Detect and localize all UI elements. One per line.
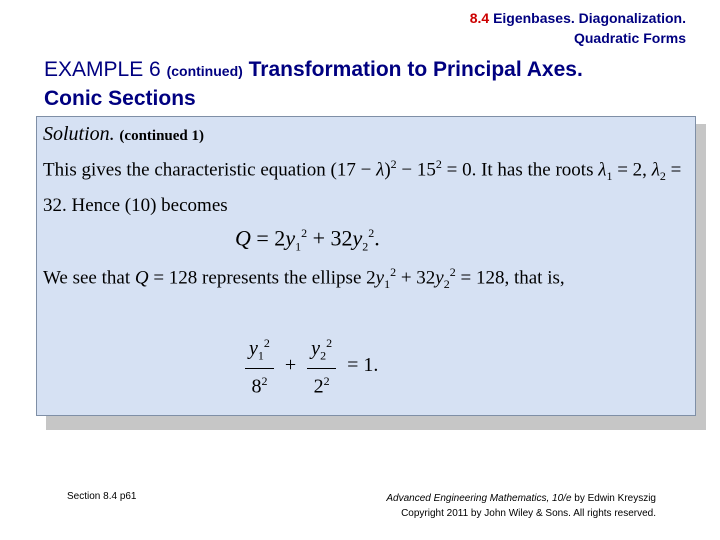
header-line-1 bbox=[356, 8, 686, 28]
continued-label: (continued) bbox=[166, 63, 243, 79]
book-title: Advanced Engineering Mathematics, 10/e bbox=[386, 493, 572, 504]
fraction-2: $\frac{y_2^2}{2^2}$ bbox=[307, 331, 336, 398]
title-line-2: Conic Sections bbox=[44, 87, 196, 110]
header-title-1: Eigenbases. Diagonalization. bbox=[493, 10, 686, 26]
paragraph-characteristic-equation: This gives the characteristic equation $(17 - \lambda)^2 - 15^2 = 0$. It has the roots $\lambda_1 = 2$, $\lambda_2 = 32$. Hence (10) becomes bbox=[43, 157, 682, 217]
footer-section: Section 8.4 p61 bbox=[67, 491, 137, 502]
solution-continued: (continued 1) bbox=[119, 128, 205, 144]
footer-citation bbox=[386, 491, 656, 521]
solution-panel bbox=[36, 116, 696, 416]
title-line-1 bbox=[44, 56, 704, 85]
paragraph-ellipse: We see that Q = 128 represents the ellipse $2y_1^2 + 32y_2^2 = 128$, that is, bbox=[43, 265, 565, 292]
chapter-number: 8.4 bbox=[469, 10, 490, 26]
example-label: EXAMPLE 6 bbox=[44, 58, 161, 81]
solution-heading bbox=[43, 119, 691, 151]
equation-q: $Q = 2y_1^2 + 32y_2^2$. bbox=[235, 225, 380, 254]
fraction-1: $\frac{y_1^2}{8^2}$ bbox=[245, 331, 274, 398]
slide-title bbox=[44, 56, 704, 113]
book-author: by Edwin Kreyszig bbox=[571, 493, 656, 504]
equation-ellipse: $\frac{y_1^2}{8^2}$ + $\frac{y_2^2}{2^2}$ = 1. bbox=[243, 331, 382, 398]
copyright: Copyright 2011 by John Wiley & Sons. All rights reserved. bbox=[401, 508, 656, 519]
solution-label: Solution. bbox=[43, 123, 115, 145]
slide-header bbox=[356, 8, 686, 48]
header-line-2: Quadratic Forms bbox=[573, 30, 686, 46]
topic-label: Transformation to Principal Axes. bbox=[248, 58, 583, 81]
